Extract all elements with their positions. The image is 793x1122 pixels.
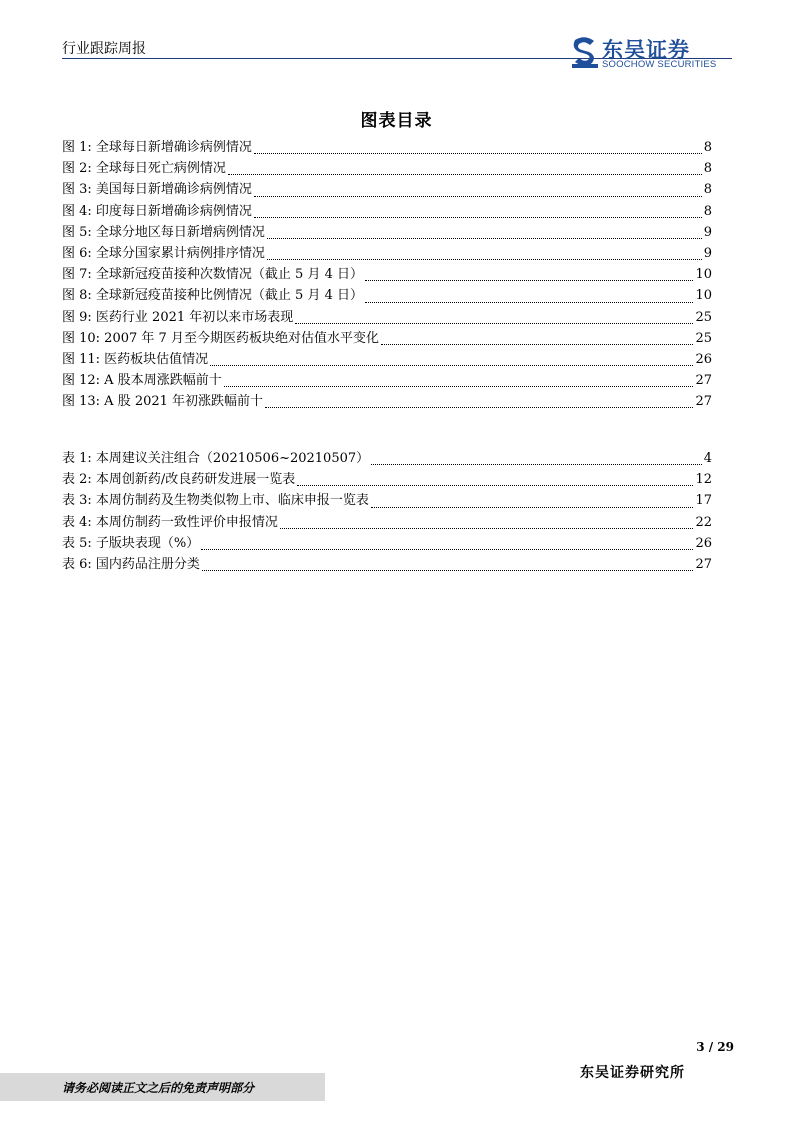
figure-entry-page: 25 (695, 309, 712, 325)
toc-title: 图表目录 (360, 111, 433, 131)
figure-entry-page: 10 (695, 267, 712, 283)
dot-leader (297, 485, 693, 486)
dot-leader (265, 407, 693, 408)
dot-leader (201, 549, 693, 550)
figure-entry-page: 9 (703, 224, 712, 240)
soochow-logo (572, 36, 732, 72)
figure-entry-page: 10 (695, 288, 712, 304)
figure-entry[interactable] (62, 246, 712, 267)
figure-entry-label: 图 4: 印度每日新增确诊病例情况 (62, 203, 252, 219)
scs-logo-icon (572, 36, 598, 68)
figure-entry[interactable] (62, 161, 712, 182)
table-entry-label: 表 5: 子版块表现（%） (62, 535, 200, 551)
table-entry[interactable] (62, 557, 712, 578)
figure-entry-page: 25 (695, 330, 712, 346)
dot-leader (210, 365, 693, 366)
figure-entry[interactable] (62, 394, 712, 415)
table-entry-page: 22 (695, 514, 712, 530)
disclaimer-text: 请务必阅读正文之后的免责声明部分 (62, 1081, 255, 1095)
figure-entry-label: 图 13: A 股 2021 年初涨跌幅前十 (62, 394, 264, 410)
dot-leader (365, 280, 693, 281)
table-entry-page: 4 (703, 451, 712, 466)
table-list (62, 451, 712, 578)
figure-entry-label: 图 6: 全球分国家累计病例排序情况 (62, 245, 265, 261)
figure-list (62, 140, 712, 415)
figure-entry-label: 图 11: 医药板块估值情况 (62, 351, 209, 367)
table-entry[interactable] (62, 472, 712, 493)
figure-entry[interactable] (62, 204, 712, 225)
page-number: 3 / 29 (696, 1040, 734, 1054)
table-entry[interactable] (62, 493, 712, 514)
figure-entry[interactable] (62, 331, 712, 352)
dot-leader (254, 196, 702, 197)
dot-leader (228, 174, 702, 175)
research-institute-name: 东吴证券研究所 (580, 1065, 685, 1081)
table-entry-label: 表 1: 本周建议关注组合（20210506~20210507） (62, 451, 370, 466)
figure-entry-label: 图 9: 医药行业 2021 年初以来市场表现 (62, 309, 294, 325)
figure-entry-page: 26 (695, 351, 712, 367)
table-entry[interactable] (62, 515, 712, 536)
figure-entry[interactable] (62, 225, 712, 246)
figure-entry[interactable] (62, 288, 712, 309)
figure-entry[interactable] (62, 182, 712, 203)
table-entry[interactable] (62, 536, 712, 557)
logo-name-cn: 东吴证券 (602, 38, 690, 62)
report-type-label: 行业跟踪周报 (62, 41, 146, 57)
table-entry-page: 12 (695, 472, 712, 488)
figure-entry-page: 8 (703, 203, 712, 219)
figure-entry[interactable] (62, 373, 712, 394)
dot-leader (280, 528, 694, 529)
figure-entry-label: 图 12: A 股本周涨跌幅前十 (62, 373, 222, 389)
dot-leader (254, 217, 702, 218)
figure-entry-page: 27 (695, 394, 712, 410)
dot-leader (381, 344, 694, 345)
table-entry-label: 表 2: 本周创新药/改良药研发进展一览表 (62, 472, 296, 488)
table-entry-page: 26 (695, 535, 712, 551)
dot-leader (224, 386, 694, 387)
dot-leader (267, 238, 702, 239)
figure-entry-page: 8 (703, 182, 712, 198)
dot-leader (254, 153, 702, 154)
table-entry-label: 表 3: 本周仿制药及生物类似物上市、临床申报一览表 (62, 493, 369, 509)
logo-name-en: SOOCHOW SECURITIES (602, 59, 717, 70)
table-entry-page: 17 (695, 493, 712, 509)
figure-entry-label: 图 2: 全球每日死亡病例情况 (62, 161, 226, 177)
table-entry-label: 表 6: 国内药品注册分类 (62, 556, 200, 572)
figure-entry[interactable] (62, 310, 712, 331)
dot-leader (202, 570, 694, 571)
table-entry[interactable] (62, 451, 712, 472)
dot-leader (371, 464, 702, 465)
dot-leader (371, 507, 694, 508)
figure-entry-label: 图 1: 全球每日新增确诊病例情况 (62, 140, 252, 155)
figure-entry[interactable] (62, 267, 712, 288)
dot-leader (295, 323, 693, 324)
figure-entry[interactable] (62, 140, 712, 161)
table-entry-label: 表 4: 本周仿制药一致性评价申报情况 (62, 514, 278, 530)
figure-entry-page: 8 (703, 140, 712, 155)
dot-leader (267, 259, 702, 260)
figure-entry[interactable] (62, 352, 712, 373)
figure-entry-label: 图 3: 美国每日新增确诊病例情况 (62, 182, 252, 198)
figure-entry-page: 27 (695, 373, 712, 389)
figure-entry-page: 8 (703, 161, 712, 177)
figure-entry-label: 图 10: 2007 年 7 月至今期医药板块绝对估值水平变化 (62, 330, 379, 346)
figure-entry-label: 图 7: 全球新冠疫苗接种次数情况（截止 5 月 4 日） (62, 267, 363, 283)
table-entry-page: 27 (695, 556, 712, 572)
figure-entry-label: 图 8: 全球新冠疫苗接种比例情况（截止 5 月 4 日） (62, 288, 363, 304)
dot-leader (365, 302, 693, 303)
figure-entry-page: 9 (703, 245, 712, 261)
figure-entry-label: 图 5: 全球分地区每日新增病例情况 (62, 224, 265, 240)
